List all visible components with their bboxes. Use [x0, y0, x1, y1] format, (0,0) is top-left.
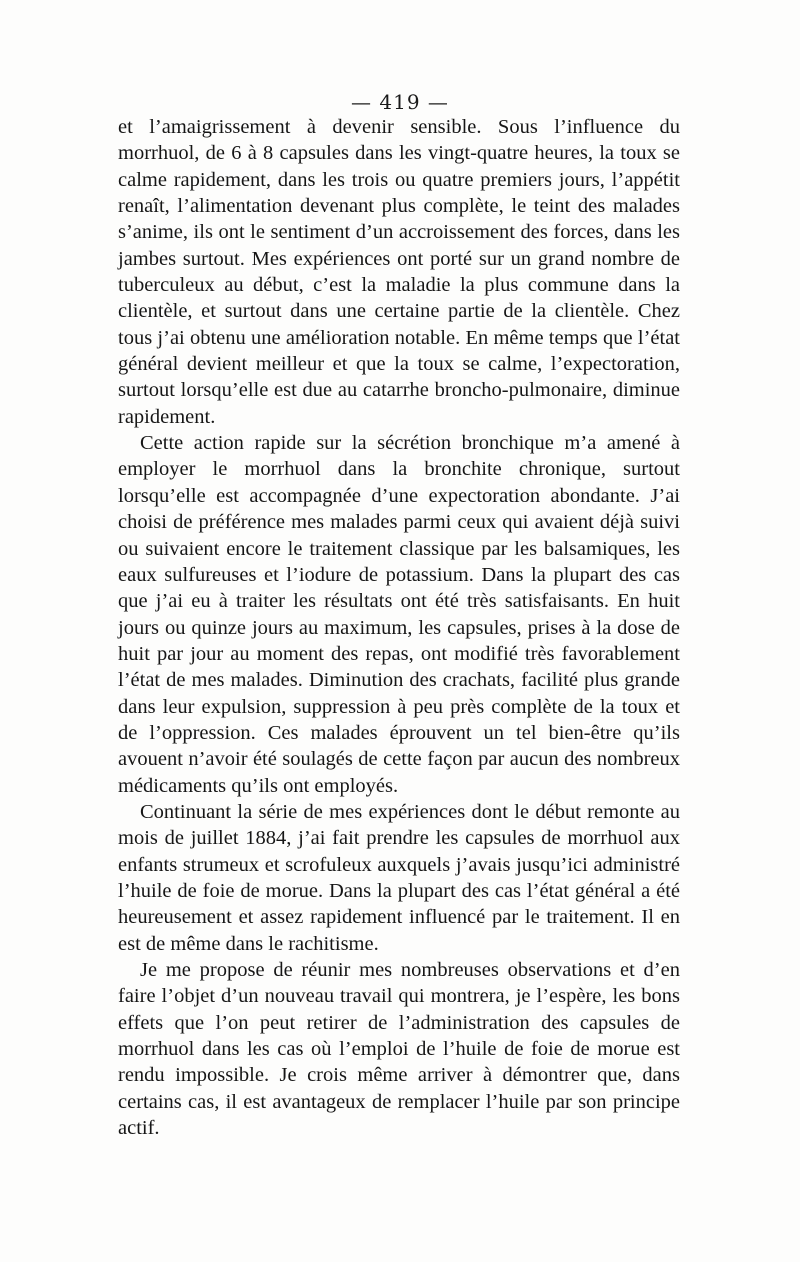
paragraph-1: et l’amaigrissement à devenir sensible. Sous l’influence du morrhuol, de 6 à 8 capsules dans les vingt-quatre heures, la toux se calme rapidement, dans les trois ou quatre premiers jours, l’appétit renaît, l’alimentation devenant plus complète, le teint des malades s’anime, ils ont le sentiment d’un accroissement des forces, dans les jambes surtout. Mes expériences ont porté sur un grand nombre de tuberculeux au début, c’est la maladie la plus commune dans la clientèle, et surtout dans une certaine partie de la clientèle. Chez tous j’ai obtenu une amélioration notable. En même temps que l’état général devient meilleur et que la toux se calme, l’expectoration, surtout lorsqu’elle est due au catarrhe broncho-pulmonaire, diminue rapidement.	[118, 116, 680, 428]
body-text	[118, 114, 680, 1141]
paragraph-4: Je me propose de réunir mes nombreuses observations et d’en faire l’objet d’un nouveau travail qui montrera, je l’espère, les bons effets que l’on peut retirer de l’administration des capsules de morrhuol dans les cas où l’emploi de l’huile de foie de morue est rendu impossible. Je crois même arriver à démontrer que, dans certains cas, il est avantageux de remplacer l’huile par son principe actif.	[118, 959, 680, 1140]
paragraph-3: Continuant la série de mes expériences dont le début remonte au mois de juillet 1884, j’ai fait prendre les capsules de morrhuol aux enfants strumeux et scrofuleux auxquels j’avais jusqu’ici administré l’huile de foie de morue. Dans la plupart des cas l’état général a été heureusement et assez rapidement influencé par le traitement. Il en est de même dans le rachitisme.	[118, 800, 680, 955]
page-number: — 419 —	[351, 90, 449, 114]
paragraph-2: Cette action rapide sur la sécrétion bronchique m’a amené à employer le morrhuol dans la bronchite chronique, surtout lorsqu’elle est accompagnée d’une expectoration abondante. J’ai choisi de préférence mes malades parmi ceux qui avaient déjà suivi ou suivaient encore le traitement classique par les balsamiques, les eaux sulfureuses et l’iodure de potassium. Dans la plupart des cas que j’ai eu à traiter les résultats ont été très satisfaisants. En huit jours ou quinze jours au maximum, les capsules, prises à la dose de huit par jour au moment des repas, ont modifié très favorablement l’état de mes malades. Diminution des crachats, facilité plus grande dans leur expulsion, suppression à peu près complète de la toux et de l’oppression. Ces malades éprouvent un tel bien-être qu’ils avouent n’avoir été soulagés de cette façon par aucun des nombreux médicaments qu’ils ont employés.	[118, 432, 680, 797]
